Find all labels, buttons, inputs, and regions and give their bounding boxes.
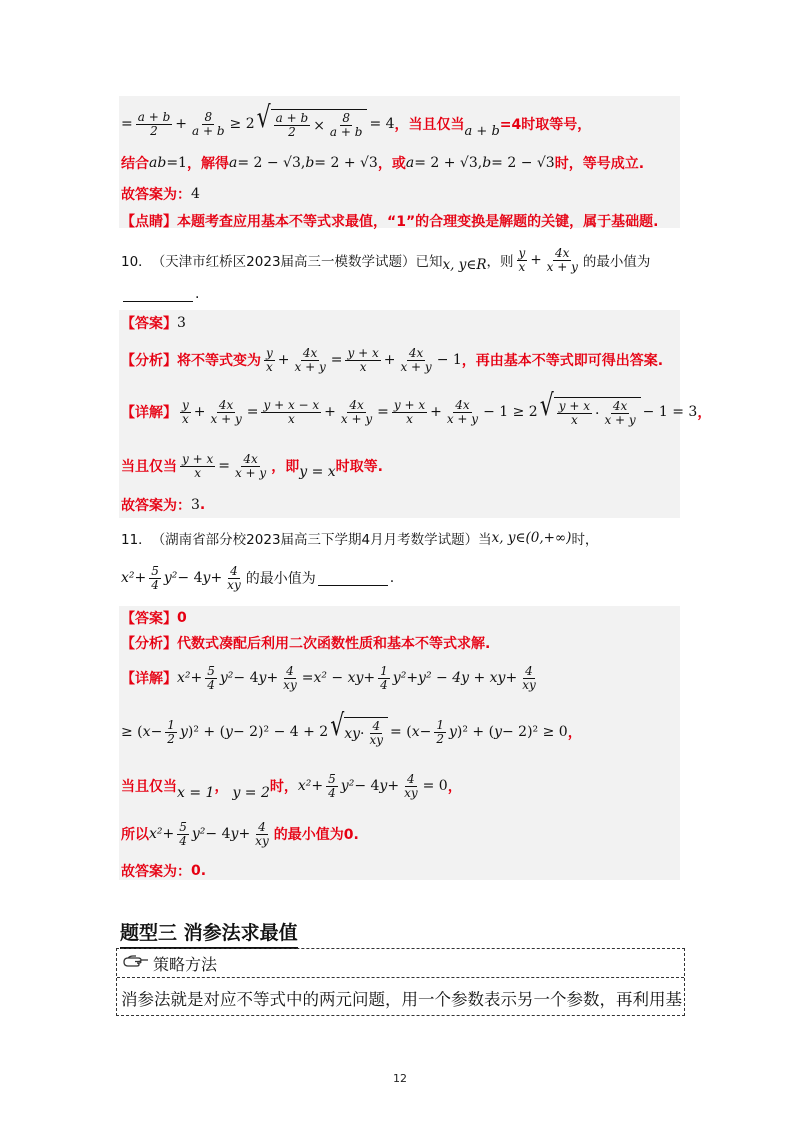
solution9-line2-mid1: ，解得 — [186, 156, 229, 172]
solution9-answer — [121, 183, 200, 205]
solution9-line2-tail: 时，等号成立. — [554, 156, 645, 172]
detail-end: ， — [697, 405, 712, 421]
question-10: 10． （天津市红桥区2023届高三一模数学试题）已知 x, y∈R ，则 $\frac{y}{x}$ + $\frac{4x}{x + y}$ 的最小值为 — [121, 245, 651, 274]
solution11-conclusion: 所以 x² + $\frac{5}{4}$ y² − 4 y + $\frac{4}{xy}$ 的最小值为0. — [121, 819, 359, 848]
question-source: （湖南省部分校2023届高三下学期4月月考数学试题）当 — [151, 532, 492, 548]
math-sqrt: √ $\frac{a + b}{2}$ × $\frac{8}{a + b}$ — [257, 109, 368, 138]
pointing-hand-icon — [123, 953, 149, 973]
equality-mid: ，即 — [271, 459, 300, 475]
answer-tag: 【答案】 — [121, 316, 177, 332]
final-label: 故答案为： — [121, 864, 191, 880]
question-mid: ，则 — [486, 254, 514, 270]
equality-y: y = 2 — [232, 785, 270, 801]
solution11-equality: 当且仅当 x = 1 ， y = 2 时， x² + $\frac{5}{4}$ y² − 4 y + $\frac{4}{xy}$ = 0 ， — [121, 771, 462, 801]
solution11-final — [121, 860, 206, 882]
answer-value: 4 — [191, 186, 200, 202]
question-condition: x, y∈(0,+∞) — [491, 530, 572, 546]
strategy-header — [117, 949, 684, 978]
line2-end: ， — [567, 725, 582, 741]
solution11-line2: ≥ ( x − $\frac{1}{2}$ y )² + ( y − 2)² − 4 + 2 √ xy · $\frac{4}{xy}$ = ( x − $\frac{1}{2}$ y )² + ( y − 2)² ≥ 0 ， — [121, 709, 582, 747]
conclusion-tail: 的最小值为0. — [273, 827, 359, 843]
solution11-answer — [121, 607, 187, 629]
solution9-line2: 结合 ab =1 ，解得 a = 2 − √3, b = 2 + √3 ，或 a = 2 + √3, b = 2 − √3 时，等号成立. — [121, 155, 645, 172]
answer-label: 故答案为： — [121, 187, 191, 203]
solution10-analysis: 【分析】 将不等式变为 $\frac{y}{x}$ + $\frac{4x}{x + y}$ = $\frac{y + x}{x}$ + $\frac{4x}{x + y}$ − 1 ，再由基本不等式即可得出答案. — [121, 345, 664, 374]
math-frac: $\frac{8}{a + b}$ — [192, 109, 225, 138]
final-value: 3 — [191, 497, 200, 513]
solution11-detail: 【详解】 x² + $\frac{5}{4}$ y² − 4 y + $\frac{4}{xy}$ = x² − xy + $\frac{1}{4}$ y² + y² − 4y + xy + $\frac{4}{xy}$ — [121, 663, 536, 692]
math-frac: $\frac{a + b}{2}$ — [137, 109, 171, 138]
question-number: 11． — [121, 532, 152, 548]
final-label: 故答案为： — [121, 498, 191, 514]
answer-value: 3 — [177, 315, 186, 331]
analysis-tag: 【分析】 — [121, 353, 177, 369]
final-end: . — [199, 497, 206, 513]
analysis-tag: 【分析】 — [121, 636, 177, 652]
solution10-detail: 【详解】 $\frac{y}{x}$ + $\frac{4x}{x + y}$ = $\frac{y + x - x}{x}$ + $\frac{4x}{x + y}$ = $\frac{y + x}{x}$ + $\frac{4x}{x + y}$ − 1 ≥ 2 √ $\frac{y + x}{x}$ · $\frac{4x}{x + y}$ − 1 = 3 ， — [121, 389, 712, 427]
question-number: 10． — [121, 254, 152, 270]
equality-pre: 当且仅当 — [121, 779, 177, 795]
comment-text: 本题考查应用基本不等式求最值，“1”的合理变换是解题的关键，属于基础题. — [177, 214, 659, 230]
detail-tag: 【详解】 — [121, 405, 177, 421]
analysis-post: ，再由基本不等式即可得出答案. — [461, 353, 664, 369]
solution11-analysis — [121, 632, 490, 654]
answer-value: 0 — [177, 610, 187, 626]
strategy-title: 策略方法 — [153, 954, 218, 974]
equality-x: x = 1 — [177, 785, 215, 801]
question-end: . — [389, 570, 395, 586]
answer-blank — [318, 571, 388, 586]
final-value: 0. — [191, 863, 207, 879]
solution10-final — [121, 494, 205, 516]
solution9-line2-mid2: ，或 — [377, 156, 406, 172]
solution10-answer — [121, 312, 186, 334]
equality-when: 时， — [269, 779, 298, 795]
question-source: （天津市红桥区2023届高三一模数学试题）已知 — [151, 254, 443, 270]
equality-tail: 时取等. — [335, 459, 383, 475]
solution9-line2-prefix: 结合 — [121, 156, 149, 172]
answer-tag: 【答案】 — [121, 611, 177, 627]
answer-blank — [123, 287, 193, 302]
question-end: . — [195, 286, 200, 302]
solution9-line1: = $\frac{a + b}{2}$ + $\frac{8}{a + b}$ ≥ 2 √ $\frac{a + b}{2}$ × $\frac{8}{a + b}$ = 4 ，当且仅当 a + b =4时取等号， — [121, 101, 592, 139]
section-heading: 题型三 消参法求最值 — [120, 918, 298, 949]
conclusion-pre: 所以 — [121, 827, 149, 843]
equality-end: ， — [447, 779, 462, 795]
strategy-text: 消参法就是对应不等式中的两元问题，用一个参数表示另一个参数，再利用基 — [121, 990, 682, 1009]
solution9-line1-tail: =4时取等号， — [499, 117, 592, 133]
question-tail: 的最小值为 — [245, 571, 316, 587]
page-number: 12 — [393, 1072, 407, 1085]
solution9-comment — [121, 210, 658, 232]
solution10-equality: 当且仅当 $\frac{y + x}{x}$ = $\frac{4x}{x + y}$ ，即 y = x 时取等. — [121, 451, 383, 480]
question-11-expr: x² + $\frac{5}{4}$ y² − 4 y + $\frac{4}{xy}$ 的最小值为 . — [121, 563, 395, 592]
solution9-line1-text: ，当且仅当 — [394, 117, 465, 133]
analysis-text: 代数式凑配后利用二次函数性质和基本不等式求解. — [177, 636, 491, 652]
equality-pre: 当且仅当 — [121, 459, 177, 475]
analysis-pre: 将不等式变为 — [177, 353, 261, 369]
question-condition: x, y∈R — [442, 257, 487, 273]
question-cond-tail: 时， — [571, 532, 599, 548]
comment-tag: 【点睛】 — [121, 214, 177, 230]
strategy-box — [116, 948, 685, 1016]
question-10-blank — [121, 284, 199, 304]
equality-condition: y = x — [299, 464, 336, 480]
detail-tag: 【详解】 — [121, 671, 177, 687]
question-tail: 的最小值为 — [582, 254, 651, 270]
question-11 — [121, 526, 598, 550]
